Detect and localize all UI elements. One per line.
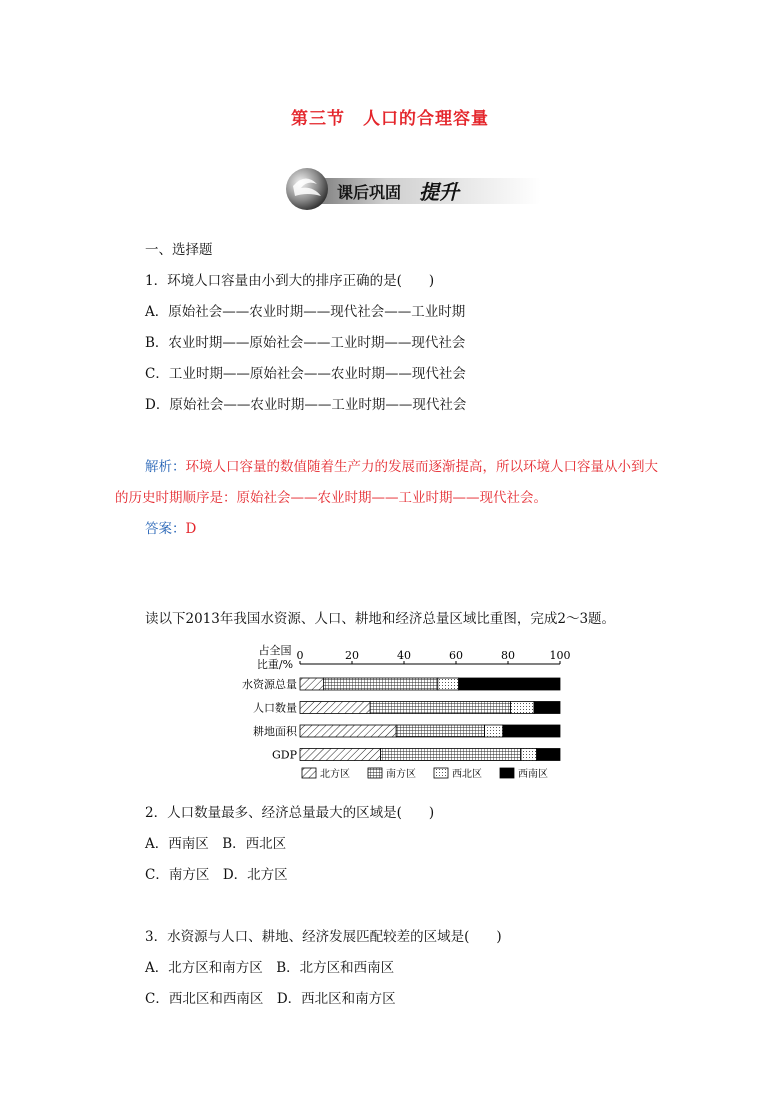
bar-segment bbox=[300, 749, 381, 761]
bar-segment bbox=[503, 725, 560, 737]
legend-label: 北方区 bbox=[320, 769, 350, 780]
category-label: 水资源总量 bbox=[242, 678, 297, 691]
bar-segment bbox=[485, 725, 503, 737]
x-tick-label: 60 bbox=[449, 649, 463, 662]
y-label-line1: 占全国 bbox=[258, 644, 292, 657]
q3-options-cd: C．西北区和西南区 D．西北区和南方区 bbox=[145, 991, 396, 1007]
q1-option-c: C．工业时期——原始社会——农业时期——现代社会 bbox=[145, 366, 466, 382]
bar-segment bbox=[323, 678, 437, 690]
answer-label: 答案： bbox=[145, 521, 186, 537]
category-label: 人口数量 bbox=[253, 701, 297, 715]
q1-analysis-line1 bbox=[145, 458, 658, 476]
q3-options-ab: A．北方区和南方区 B．北方区和西南区 bbox=[145, 960, 395, 976]
answer-value: D bbox=[185, 521, 197, 537]
legend-swatch bbox=[500, 768, 514, 778]
q2-stem: 2．人口数量最多、经济总量最大的区域是( ) bbox=[145, 805, 435, 821]
bar-segment bbox=[511, 702, 534, 714]
x-tick-label: 80 bbox=[501, 649, 515, 662]
legend-label: 西南区 bbox=[518, 769, 548, 780]
banner-text: 课后巩固 bbox=[337, 183, 402, 202]
bar-segment bbox=[521, 749, 537, 761]
q2-options-ab: A．西南区 B．西北区 bbox=[145, 836, 287, 852]
section-heading: 一、选择题 bbox=[145, 242, 213, 258]
bar-segment bbox=[534, 702, 560, 714]
q1-analysis-line2: 的历史时期顺序是：原始社会——农业时期——工业时期——现代社会。 bbox=[115, 490, 547, 506]
bar-segment bbox=[300, 725, 396, 737]
bar-segment bbox=[396, 725, 484, 737]
q1-option-b: B．农业时期——原始社会——工业时期——现代社会 bbox=[145, 335, 466, 351]
legend-swatch bbox=[302, 768, 316, 778]
region-share-chart bbox=[220, 640, 590, 790]
page-title: 第三节 人口的合理容量 bbox=[291, 109, 489, 129]
q1-stem: 1．环境人口容量由小到大的排序正确的是( ) bbox=[145, 273, 435, 289]
banner-emph: 提升 bbox=[419, 180, 459, 204]
bar-segment bbox=[370, 702, 510, 714]
bar-segment bbox=[537, 749, 560, 761]
bar-segment bbox=[300, 678, 323, 690]
section-banner bbox=[283, 166, 543, 214]
analysis-label: 解析： bbox=[145, 459, 186, 475]
category-label: 耕地面积 bbox=[253, 725, 297, 738]
legend-label: 西北区 bbox=[452, 769, 482, 780]
x-tick-label: 100 bbox=[549, 649, 571, 662]
bar-segment bbox=[438, 678, 459, 690]
q1-option-a: A．原始社会——农业时期——现代社会——工业时期 bbox=[145, 304, 466, 320]
x-tick-label: 20 bbox=[345, 649, 359, 662]
x-tick-label: 40 bbox=[397, 649, 411, 662]
y-label-line2: 比重/% bbox=[256, 658, 294, 671]
q1-answer bbox=[145, 520, 196, 538]
legend-swatch bbox=[434, 768, 448, 778]
category-label: GDP bbox=[271, 748, 297, 762]
chart-intro: 读以下2013年我国水资源、人口、耕地和经济总量区域比重图，完成2～3题。 bbox=[145, 611, 616, 627]
bar-segment bbox=[381, 749, 521, 761]
legend-swatch bbox=[368, 768, 382, 778]
bar-segment bbox=[300, 702, 370, 714]
bar-segment bbox=[459, 678, 560, 690]
q3-stem: 3．水资源与人口、耕地、经济发展匹配较差的区域是( ) bbox=[145, 929, 502, 945]
q1-option-d: D．原始社会——农业时期——工业时期——现代社会 bbox=[145, 397, 467, 413]
x-tick-label: 0 bbox=[296, 649, 304, 662]
legend-label: 南方区 bbox=[386, 769, 416, 780]
analysis-text: 环境人口容量的数值随着生产力的发展而逐渐提高，所以环境人口容量从小到大 bbox=[185, 459, 658, 475]
q2-options-cd: C．南方区 D．北方区 bbox=[145, 867, 288, 883]
